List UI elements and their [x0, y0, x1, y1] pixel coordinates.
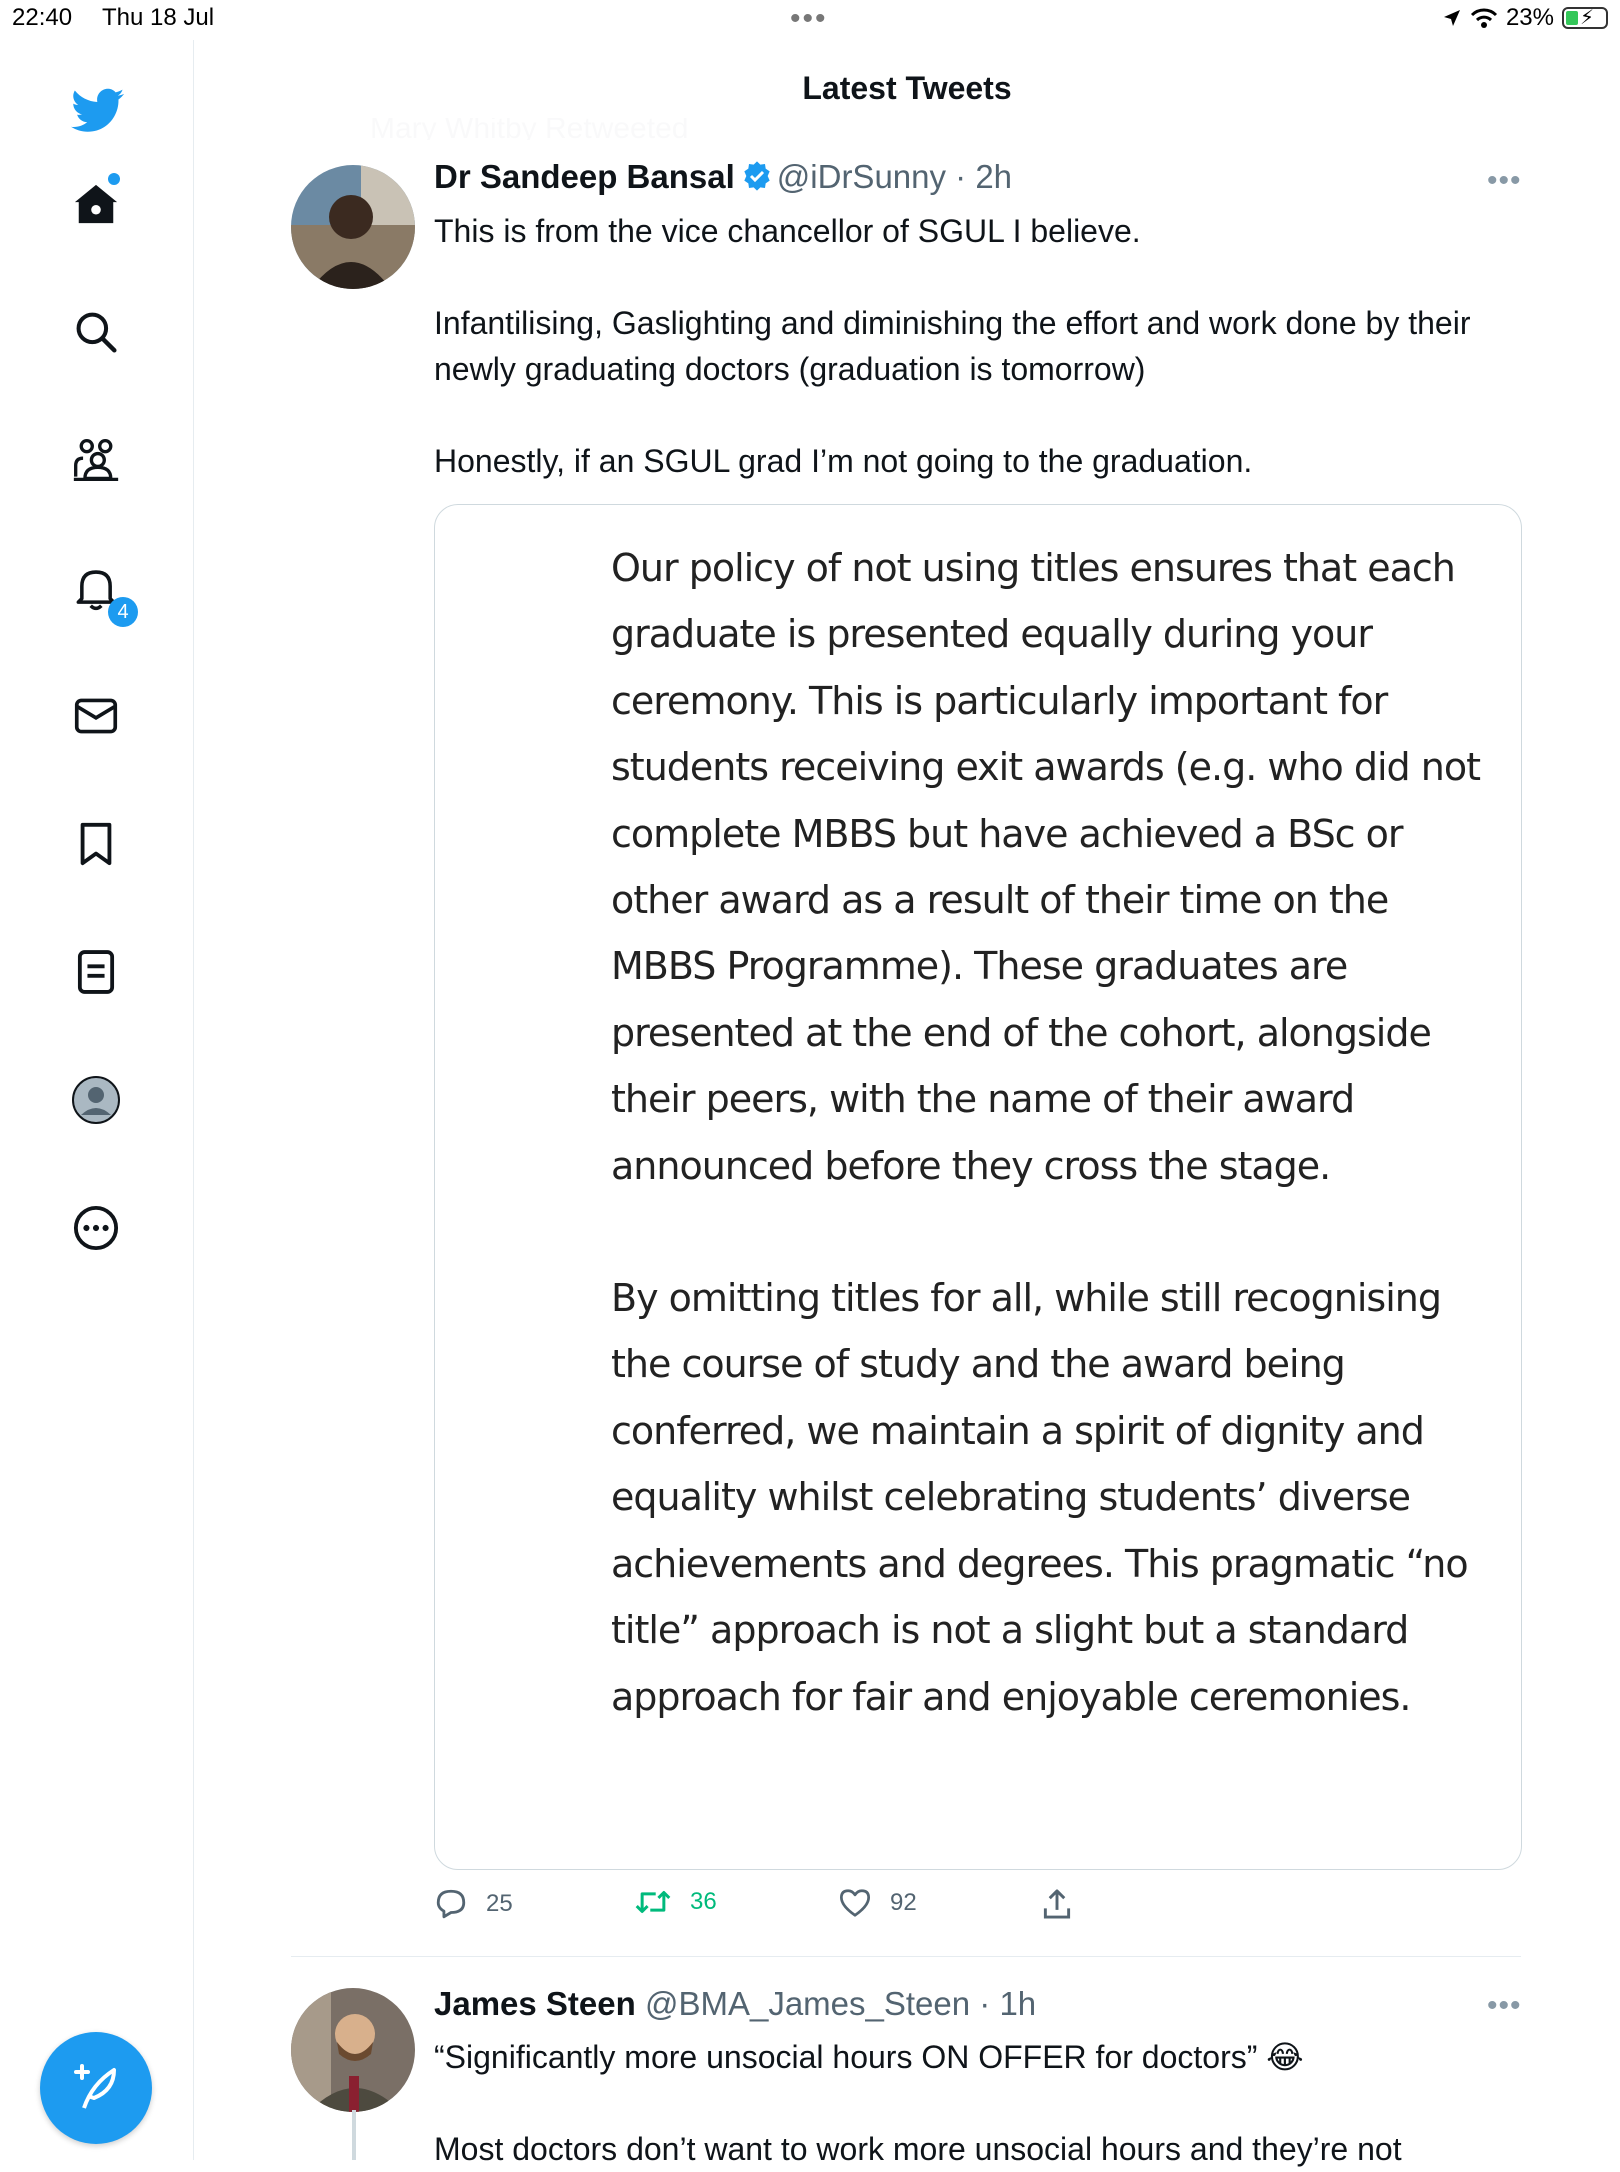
author-handle[interactable]: @BMA_James_Steen · 1h	[644, 1985, 1037, 2022]
like-button[interactable]	[838, 1888, 917, 1918]
reply-button[interactable]	[434, 1888, 513, 1920]
reply-icon	[434, 1888, 468, 1920]
messages-envelope-icon[interactable]	[70, 690, 122, 742]
timeline-header	[194, 40, 1620, 140]
home-icon[interactable]	[70, 178, 122, 230]
wifi-icon	[1470, 7, 1498, 29]
page-title: Latest Tweets	[802, 70, 1012, 106]
author-avatar[interactable]	[291, 165, 415, 289]
image-paragraph: Our policy of not using titles ensures that each graduate is presented equally during your ceremony. This is particularly important for students receiving exit awards (e.g. who did not complete MBBS but have achieved a BSc or other award as a result of their time on the MBBS Programme). These graduates are presented at the end of the cohort, alongside their peers, with the name of their award announced before they cross the stage.	[611, 546, 1480, 1188]
author-name[interactable]: James Steen	[434, 1985, 636, 2022]
home-unread-dot	[108, 173, 120, 185]
status-bar	[0, 0, 1620, 40]
profile-avatar-icon[interactable]	[70, 1074, 122, 1126]
verified-badge-icon	[741, 160, 773, 192]
compose-feather-icon	[70, 2062, 122, 2114]
tweet-text	[434, 2034, 1514, 2172]
tweet-paragraph: Most doctors don’t want to work more unsocial hours and they’re not	[434, 2131, 1402, 2167]
sidebar	[0, 40, 194, 2160]
status-time: 22:40	[12, 4, 73, 31]
retweet-button[interactable]	[634, 1888, 717, 1916]
tweet-image[interactable]	[434, 504, 1522, 1870]
tweet-paragraph: This is from the vice chancellor of SGUL I believe.	[434, 213, 1141, 249]
notification-badge: 4	[108, 597, 138, 627]
battery-icon: ⚡	[1562, 7, 1608, 29]
like-count: 92	[890, 1889, 917, 1916]
compose-tweet-button[interactable]	[40, 2032, 152, 2144]
tweet-actions	[434, 1888, 1434, 1928]
tweet-header	[434, 158, 1012, 196]
retweet-count: 36	[690, 1888, 717, 1915]
heart-icon	[838, 1888, 872, 1918]
author-handle[interactable]: @iDrSunny · 2h	[776, 158, 1013, 195]
status-date: Thu 18 Jul	[102, 4, 215, 31]
search-icon[interactable]	[70, 306, 122, 358]
more-options-icon[interactable]	[70, 1202, 122, 1254]
reply-count: 25	[486, 1890, 513, 1917]
tweet-paragraph: Infantilising, Gaslighting and diminishing the effort and work done by their newly graduating doctors (graduation is tomorrow)	[434, 305, 1471, 387]
tweet-divider	[291, 1956, 1521, 1957]
tweet-paragraph: “Significantly more unsocial hours ON OFFER for doctors” 😂	[434, 2039, 1304, 2075]
lists-icon[interactable]	[70, 946, 122, 998]
tweet-more-icon[interactable]: •••	[1487, 1989, 1522, 2022]
author-avatar[interactable]	[291, 1988, 415, 2112]
twitter-logo-icon[interactable]	[68, 81, 128, 141]
retweet-icon	[634, 1888, 672, 1916]
tweet-header	[434, 1985, 1036, 2023]
share-icon	[1041, 1888, 1073, 1920]
communities-icon[interactable]	[70, 434, 122, 486]
tweet-text	[434, 208, 1514, 484]
battery-percent: 23%	[1505, 4, 1554, 31]
tweet-paragraph: Honestly, if an SGUL grad I’m not going to the graduation.	[434, 443, 1253, 479]
image-text	[611, 535, 1491, 1730]
author-name[interactable]: Dr Sandeep Bansal	[434, 158, 735, 195]
image-paragraph: By omitting titles for all, while still recognising the course of study and the award being conferred, we maintain a spirit of dignity and equality whilst celebrating students’ diverse achievements and degrees. This pragmatic “no title” approach is not a slight but a standard approach for fair and enjoyable ceremonies.	[611, 1276, 1468, 1719]
tweet-more-icon[interactable]: •••	[1487, 164, 1522, 197]
share-button[interactable]	[1041, 1888, 1073, 1920]
bookmarks-icon[interactable]	[70, 818, 122, 870]
multitasking-dots[interactable]: •••	[790, 2, 828, 35]
thread-line	[352, 2110, 356, 2160]
location-icon	[1442, 8, 1462, 28]
